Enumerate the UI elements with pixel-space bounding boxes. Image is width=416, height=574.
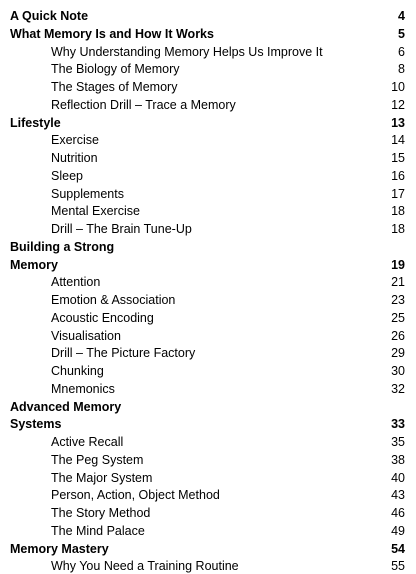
toc-entry-page-number: 32 (391, 381, 405, 396)
toc-entry-title: The Story Method (51, 506, 151, 520)
toc-entry-page-number: 18 (391, 222, 405, 236)
toc-entry-page-number: 19 (391, 257, 405, 272)
toc-entry-page-number: 18 (391, 204, 405, 219)
toc-entry-title: Lifestyle (10, 115, 61, 130)
toc-entry-page-number: 33 (391, 417, 405, 432)
toc-entry-title: Nutrition (51, 151, 98, 165)
toc-entry-page-number: 49 (391, 523, 405, 538)
toc-entry-title: The Biology of Memory (51, 62, 180, 77)
toc-entry-title: The Stages of Memory (51, 80, 178, 94)
toc-entry-title: Advanced Memory (10, 399, 122, 414)
toc-entry-page-number: 5 (398, 26, 405, 41)
toc-entry-title: Emotion & Association (51, 293, 176, 307)
toc-entry-title: Building a Strong (10, 239, 115, 254)
toc-entry-page-number: 8 (398, 62, 405, 77)
toc-entry-title: What Memory Is and How It Works (10, 26, 214, 41)
toc-entry-title: Why You Need a Training Routine (51, 559, 239, 574)
toc-entry-title: Memory Mastery (10, 541, 109, 556)
toc-entry-page-number: 55 (391, 559, 405, 574)
toc-entry-page-number: 4 (398, 9, 405, 23)
toc-entry-title: Mnemonics (51, 381, 115, 396)
toc-entry-page-number: 29 (391, 346, 405, 361)
toc-entry-page-number: 6 (398, 44, 405, 59)
toc-entry-page-number: 23 (391, 293, 405, 307)
toc-entry-title: A Quick Note (10, 9, 89, 23)
toc-entry-title: Attention (51, 275, 101, 290)
toc-entry-title: Systems (10, 417, 62, 432)
toc-entry-title: The Major System (51, 470, 153, 485)
toc-entry-page-number: 12 (391, 97, 405, 112)
toc-entry-title: Supplements (51, 186, 124, 201)
toc-entry-page-number: 15 (391, 151, 405, 165)
toc-entry-title: The Peg System (51, 452, 144, 467)
toc-entry-title: Exercise (51, 133, 99, 148)
toc-entry-title: Drill – The Brain Tune-Up (51, 222, 192, 236)
toc-entry-page-number: 25 (391, 310, 405, 325)
toc-entry-title: Reflection Drill – Trace a Memory (51, 97, 236, 112)
toc-entry-page-number: 54 (391, 541, 405, 556)
toc-entry-page-number: 38 (391, 452, 405, 467)
toc-entry-title: Person, Action, Object Method (51, 488, 220, 503)
toc-entry-page-number: 35 (391, 435, 405, 449)
toc-entry-title: The Mind Palace (51, 523, 145, 538)
toc-entry-page-number: 17 (391, 186, 405, 201)
toc-entry-page-number: 26 (391, 328, 405, 343)
toc-entry-title: Memory (10, 257, 58, 272)
toc-entry-title: Sleep (51, 168, 83, 183)
toc-entry-title: Mental Exercise (51, 204, 140, 219)
toc-entry-page-number: 16 (391, 168, 405, 183)
toc-entry-title: Drill – The Picture Factory (51, 346, 196, 361)
toc-entry-title: Chunking (51, 364, 104, 378)
toc-entry-page-number: 46 (391, 506, 405, 520)
toc-entry-page-number: 13 (391, 115, 405, 130)
toc-entry-title: Why Understanding Memory Helps Us Improve It (51, 44, 323, 59)
toc-entry-page-number: 10 (391, 80, 405, 94)
toc-entry-title: Active Recall (51, 435, 124, 449)
toc-entry-title: Acoustic Encoding (51, 310, 154, 325)
toc-entry-title: Visualisation (51, 328, 121, 343)
toc-entry-page-number: 14 (391, 133, 405, 148)
toc-entry-page-number: 30 (391, 364, 405, 378)
toc-entry-page-number: 43 (391, 488, 405, 503)
toc-entry-page-number: 21 (391, 275, 405, 290)
toc-entry-page-number: 40 (391, 470, 405, 485)
